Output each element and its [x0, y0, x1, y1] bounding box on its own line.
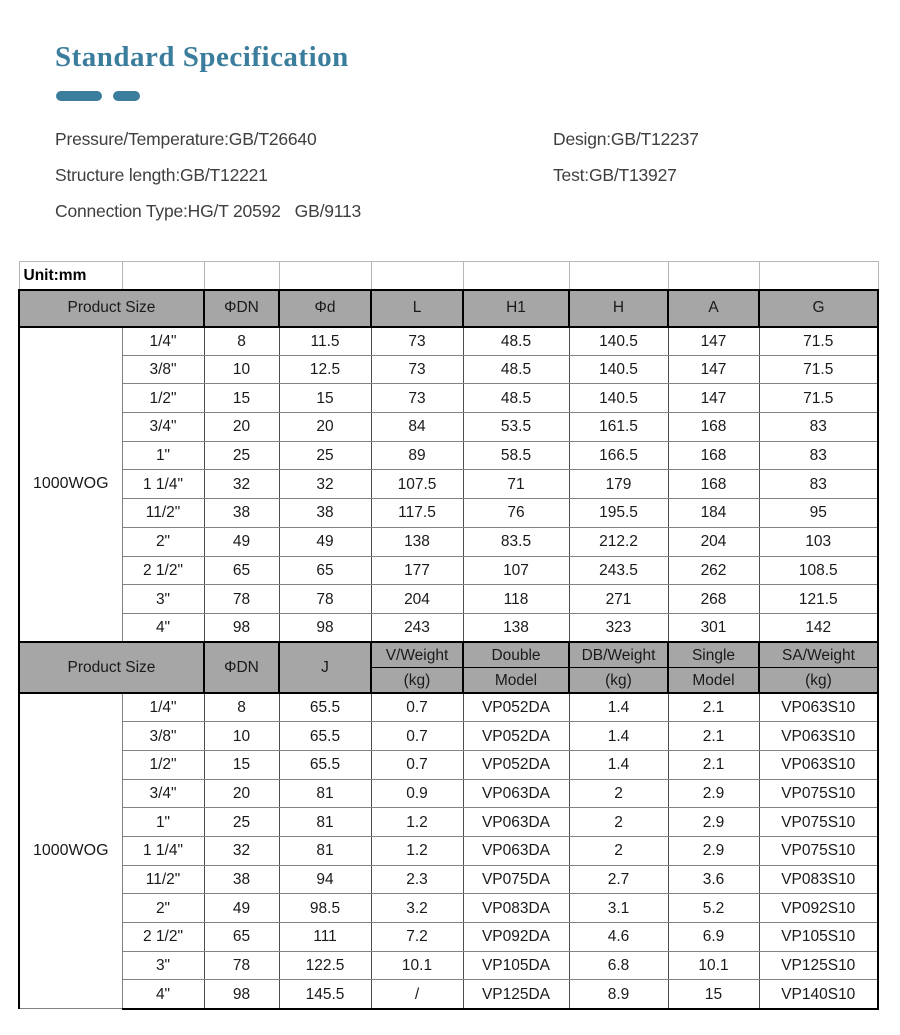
value-cell: 32: [279, 470, 371, 499]
value-cell: 168: [668, 413, 759, 442]
value-cell: VP063S10: [759, 722, 878, 751]
value-cell: 25: [204, 441, 279, 470]
size-cell: 1": [122, 441, 204, 470]
column-header-product-size: Product Size: [19, 642, 204, 693]
column-header-double-model: Double: [463, 642, 569, 668]
table-row: [19, 779, 878, 808]
value-cell: VP140S10: [759, 980, 878, 1009]
table-row: [19, 613, 878, 642]
value-cell: VP092DA: [463, 923, 569, 952]
value-cell: 121.5: [759, 585, 878, 614]
column-header-h: H: [569, 290, 668, 327]
size-cell: 11/2": [122, 499, 204, 528]
value-cell: 140.5: [569, 384, 668, 413]
unit-row: [19, 262, 878, 290]
table-row: [19, 384, 878, 413]
table-row: [19, 750, 878, 779]
value-cell: VP075S10: [759, 779, 878, 808]
table-row: [19, 327, 878, 356]
value-cell: 0.7: [371, 750, 463, 779]
column-header-v-weight: V/Weight: [371, 642, 463, 668]
table-row: [19, 980, 878, 1009]
value-cell: 48.5: [463, 384, 569, 413]
value-cell: 65.5: [279, 750, 371, 779]
value-cell: 15: [204, 750, 279, 779]
table-row: [19, 808, 878, 837]
size-cell: 3": [122, 951, 204, 980]
column-header-h1: H1: [463, 290, 569, 327]
title-underline-dash-long: [56, 91, 102, 101]
value-cell: 65.5: [279, 722, 371, 751]
size-cell: 3/4": [122, 413, 204, 442]
value-cell: VP063DA: [463, 837, 569, 866]
value-cell: 1.4: [569, 693, 668, 722]
table-row: [19, 585, 878, 614]
unit-empty-cell: [279, 262, 371, 290]
title-underline-dash-short: [113, 91, 140, 101]
value-cell: 8: [204, 693, 279, 722]
value-cell: 78: [204, 585, 279, 614]
value-cell: 204: [371, 585, 463, 614]
value-cell: 48.5: [463, 327, 569, 356]
table-row: [19, 556, 878, 585]
value-cell: 15: [279, 384, 371, 413]
value-cell: 38: [204, 865, 279, 894]
table-row: [19, 693, 878, 722]
value-cell: 0.7: [371, 722, 463, 751]
value-cell: 65: [279, 556, 371, 585]
value-cell: 25: [204, 808, 279, 837]
value-cell: 2.3: [371, 865, 463, 894]
value-cell: 212.2: [569, 527, 668, 556]
value-cell: 179: [569, 470, 668, 499]
value-cell: 140.5: [569, 355, 668, 384]
value-cell: 15: [668, 980, 759, 1009]
unit-label: Unit:mm: [19, 262, 122, 290]
table-row: [19, 355, 878, 384]
value-cell: 1.2: [371, 837, 463, 866]
column-header-single-model: Single: [668, 642, 759, 668]
column-header-dn: ΦDN: [204, 642, 279, 693]
value-cell: VP075DA: [463, 865, 569, 894]
value-cell: 117.5: [371, 499, 463, 528]
spec-design: Design:GB/T12237: [553, 129, 699, 149]
spec-connection-type: Connection Type:HG/T 20592 GB/9113: [55, 201, 362, 221]
unit-empty-cell: [569, 262, 668, 290]
value-cell: 3.2: [371, 894, 463, 923]
value-cell: 98: [204, 613, 279, 642]
value-cell: 107: [463, 556, 569, 585]
size-cell: 1 1/4": [122, 470, 204, 499]
value-cell: 71: [463, 470, 569, 499]
value-cell: VP063S10: [759, 693, 878, 722]
value-cell: 10.1: [668, 951, 759, 980]
value-cell: 53.5: [463, 413, 569, 442]
value-cell: VP075S10: [759, 837, 878, 866]
group-cell: 1000WOG: [19, 693, 122, 1009]
column-header-product-size: Product Size: [19, 290, 204, 327]
value-cell: VP075S10: [759, 808, 878, 837]
size-cell: 3/8": [122, 722, 204, 751]
value-cell: 38: [204, 499, 279, 528]
value-cell: VP125S10: [759, 951, 878, 980]
value-cell: 76: [463, 499, 569, 528]
value-cell: 71.5: [759, 355, 878, 384]
value-cell: 3.1: [569, 894, 668, 923]
size-cell: 2": [122, 527, 204, 556]
value-cell: 81: [279, 779, 371, 808]
group-cell: 1000WOG: [19, 327, 122, 643]
specification-table: [18, 261, 879, 1010]
value-cell: 11.5: [279, 327, 371, 356]
table2-body: [19, 693, 878, 1009]
table-row: [19, 470, 878, 499]
value-cell: 73: [371, 355, 463, 384]
value-cell: 107.5: [371, 470, 463, 499]
value-cell: 2.1: [668, 750, 759, 779]
value-cell: 73: [371, 327, 463, 356]
value-cell: 103: [759, 527, 878, 556]
table-row: [19, 413, 878, 442]
value-cell: 204: [668, 527, 759, 556]
value-cell: 20: [279, 413, 371, 442]
value-cell: 111: [279, 923, 371, 952]
table2-header-row-1: [19, 642, 878, 668]
value-cell: VP083DA: [463, 894, 569, 923]
column-header-double-model-sub: Model: [463, 668, 569, 694]
unit-empty-cell: [759, 262, 878, 290]
size-cell: 1/4": [122, 693, 204, 722]
value-cell: 48.5: [463, 355, 569, 384]
value-cell: 73: [371, 384, 463, 413]
value-cell: 2: [569, 837, 668, 866]
value-cell: VP105DA: [463, 951, 569, 980]
spec-structure-length: Structure length:GB/T12221: [55, 165, 268, 185]
size-cell: 1": [122, 808, 204, 837]
value-cell: 2: [569, 808, 668, 837]
size-cell: 1/2": [122, 750, 204, 779]
value-cell: 301: [668, 613, 759, 642]
unit-empty-cell: [122, 262, 204, 290]
value-cell: 7.2: [371, 923, 463, 952]
value-cell: 122.5: [279, 951, 371, 980]
table-row: [19, 441, 878, 470]
value-cell: 65.5: [279, 693, 371, 722]
spec-pressure-temperature: Pressure/Temperature:GB/T26640: [55, 129, 317, 149]
value-cell: 4.6: [569, 923, 668, 952]
value-cell: 2.1: [668, 722, 759, 751]
value-cell: 262: [668, 556, 759, 585]
value-cell: 94: [279, 865, 371, 894]
value-cell: VP063DA: [463, 808, 569, 837]
value-cell: 268: [668, 585, 759, 614]
column-header-d: Φd: [279, 290, 371, 327]
value-cell: 271: [569, 585, 668, 614]
value-cell: 0.7: [371, 693, 463, 722]
value-cell: VP092S10: [759, 894, 878, 923]
column-header-g: G: [759, 290, 878, 327]
value-cell: 2.9: [668, 779, 759, 808]
table-row: [19, 865, 878, 894]
table-row: [19, 527, 878, 556]
size-cell: 3/8": [122, 355, 204, 384]
value-cell: 78: [279, 585, 371, 614]
value-cell: 2.9: [668, 808, 759, 837]
value-cell: VP083S10: [759, 865, 878, 894]
size-cell: 2 1/2": [122, 556, 204, 585]
value-cell: /: [371, 980, 463, 1009]
value-cell: 71.5: [759, 327, 878, 356]
unit-empty-cell: [668, 262, 759, 290]
table-row: [19, 499, 878, 528]
value-cell: 49: [204, 527, 279, 556]
table-row: [19, 722, 878, 751]
value-cell: 145.5: [279, 980, 371, 1009]
value-cell: 58.5: [463, 441, 569, 470]
size-cell: 3/4": [122, 779, 204, 808]
table-row: [19, 837, 878, 866]
value-cell: 49: [204, 894, 279, 923]
value-cell: VP052DA: [463, 722, 569, 751]
value-cell: 8: [204, 327, 279, 356]
value-cell: 147: [668, 355, 759, 384]
value-cell: 1.4: [569, 722, 668, 751]
size-cell: 1/2": [122, 384, 204, 413]
table-row: [19, 951, 878, 980]
column-header-db-weight: DB/Weight: [569, 642, 668, 668]
column-header-l: L: [371, 290, 463, 327]
value-cell: 168: [668, 441, 759, 470]
value-cell: VP063S10: [759, 750, 878, 779]
value-cell: VP052DA: [463, 750, 569, 779]
value-cell: 1.2: [371, 808, 463, 837]
size-cell: 11/2": [122, 865, 204, 894]
value-cell: 108.5: [759, 556, 878, 585]
value-cell: 83.5: [463, 527, 569, 556]
value-cell: 8.9: [569, 980, 668, 1009]
column-header-db-weight-unit: (kg): [569, 668, 668, 694]
value-cell: 49: [279, 527, 371, 556]
table-row: [19, 923, 878, 952]
value-cell: 89: [371, 441, 463, 470]
unit-empty-cell: [204, 262, 279, 290]
value-cell: 83: [759, 413, 878, 442]
value-cell: 2: [569, 779, 668, 808]
value-cell: 32: [204, 837, 279, 866]
value-cell: 78: [204, 951, 279, 980]
size-cell: 2": [122, 894, 204, 923]
table-row: [19, 894, 878, 923]
size-cell: 3": [122, 585, 204, 614]
value-cell: 12.5: [279, 355, 371, 384]
value-cell: 177: [371, 556, 463, 585]
value-cell: VP052DA: [463, 693, 569, 722]
value-cell: 15: [204, 384, 279, 413]
value-cell: 5.2: [668, 894, 759, 923]
size-cell: 4": [122, 613, 204, 642]
value-cell: VP125DA: [463, 980, 569, 1009]
value-cell: 323: [569, 613, 668, 642]
value-cell: VP063DA: [463, 779, 569, 808]
value-cell: 98: [204, 980, 279, 1009]
value-cell: 84: [371, 413, 463, 442]
value-cell: 243.5: [569, 556, 668, 585]
value-cell: 138: [463, 613, 569, 642]
column-header-sa-weight-unit: (kg): [759, 668, 878, 694]
value-cell: 20: [204, 779, 279, 808]
value-cell: 168: [668, 470, 759, 499]
value-cell: 1.4: [569, 750, 668, 779]
value-cell: 2.1: [668, 693, 759, 722]
table2-header-section: [19, 642, 878, 693]
value-cell: 71.5: [759, 384, 878, 413]
size-cell: 4": [122, 980, 204, 1009]
value-cell: 161.5: [569, 413, 668, 442]
table1-body: [19, 327, 878, 643]
size-cell: 1/4": [122, 327, 204, 356]
value-cell: 0.9: [371, 779, 463, 808]
value-cell: 95: [759, 499, 878, 528]
value-cell: 81: [279, 837, 371, 866]
value-cell: 2.7: [569, 865, 668, 894]
column-header-dn: ΦDN: [204, 290, 279, 327]
column-header-j: J: [279, 642, 371, 693]
value-cell: 25: [279, 441, 371, 470]
size-cell: 1 1/4": [122, 837, 204, 866]
value-cell: 65: [204, 556, 279, 585]
value-cell: 243: [371, 613, 463, 642]
value-cell: 142: [759, 613, 878, 642]
value-cell: 147: [668, 384, 759, 413]
column-header-single-model-sub: Model: [668, 668, 759, 694]
value-cell: 32: [204, 470, 279, 499]
value-cell: 2.9: [668, 837, 759, 866]
value-cell: 147: [668, 327, 759, 356]
column-header-sa-weight: SA/Weight: [759, 642, 878, 668]
column-header-a: A: [668, 290, 759, 327]
unit-empty-cell: [371, 262, 463, 290]
value-cell: 83: [759, 441, 878, 470]
value-cell: 140.5: [569, 327, 668, 356]
value-cell: 98.5: [279, 894, 371, 923]
value-cell: 10.1: [371, 951, 463, 980]
value-cell: 195.5: [569, 499, 668, 528]
value-cell: 6.9: [668, 923, 759, 952]
value-cell: 184: [668, 499, 759, 528]
unit-empty-cell: [463, 262, 569, 290]
value-cell: 10: [204, 722, 279, 751]
value-cell: 118: [463, 585, 569, 614]
page-title: Standard Specification: [55, 41, 349, 73]
value-cell: 38: [279, 499, 371, 528]
value-cell: 98: [279, 613, 371, 642]
value-cell: VP105S10: [759, 923, 878, 952]
value-cell: 10: [204, 355, 279, 384]
spec-test: Test:GB/T13927: [553, 165, 677, 185]
value-cell: 166.5: [569, 441, 668, 470]
size-cell: 2 1/2": [122, 923, 204, 952]
value-cell: 81: [279, 808, 371, 837]
value-cell: 65: [204, 923, 279, 952]
value-cell: 3.6: [668, 865, 759, 894]
value-cell: 138: [371, 527, 463, 556]
value-cell: 6.8: [569, 951, 668, 980]
column-header-v-weight-unit: (kg): [371, 668, 463, 694]
value-cell: 83: [759, 470, 878, 499]
value-cell: 20: [204, 413, 279, 442]
unit-section: [19, 262, 878, 327]
table1-header-row: [19, 290, 878, 327]
